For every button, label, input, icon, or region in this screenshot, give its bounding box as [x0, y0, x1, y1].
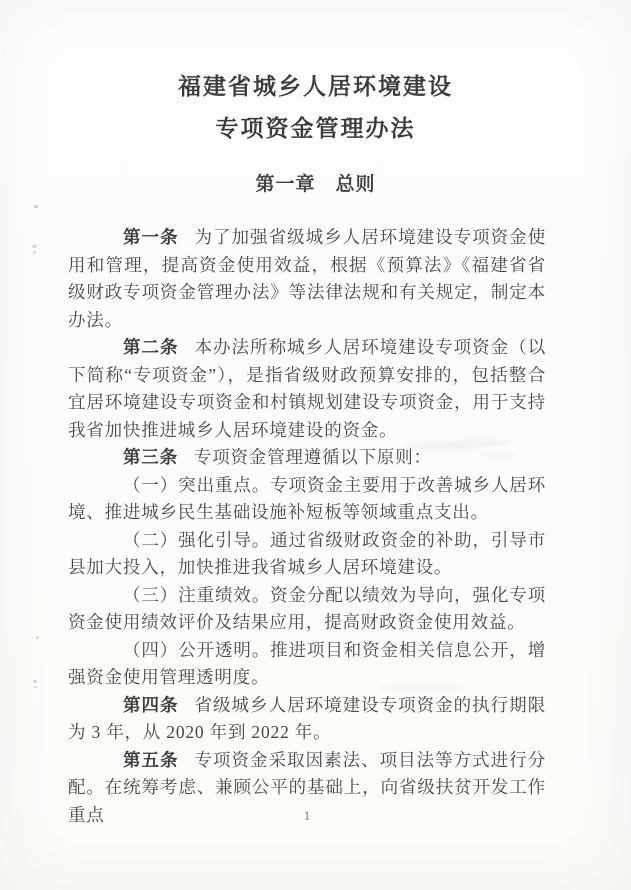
- scan-speck: [33, 680, 37, 683]
- scan-speck: [33, 251, 36, 254]
- scan-speck: [32, 245, 37, 248]
- page-number: 1: [303, 808, 311, 823]
- item-3-text: （三）注重绩效。资金分配以绩效为导向，强化专项资金使用绩效评价及结果应用，提高财政资金使用效益。: [68, 584, 546, 632]
- document-title-line-2: 专项资金管理办法: [215, 116, 416, 141]
- scan-speck: [36, 636, 39, 639]
- paragraph-article-4: [68, 692, 546, 747]
- chapter-heading: 第一章 总则: [255, 174, 376, 195]
- document-title-line-1: 福建省城乡人居环境建设: [178, 74, 453, 99]
- scan-speck: [34, 205, 38, 208]
- paragraph-item-1: [68, 472, 546, 527]
- document-title: [0, 0, 631, 150]
- article-2-text: 本办法所称城乡人居环境建设专项资金（以下简称“专项资金”），是指省级财政预算安排的，包括整合宜居环境建设专项资金和村镇规划建设专项资金，用于支持我省加快推进城乡人居环境建设的资金。: [68, 337, 546, 440]
- article-1-text: 为了加强省级城乡人居环境建设专项资金使用和管理，提高资金使用效益，根据《预算法》《福建省省级财政专项资金管理办法》等法律法规和有关规定，制定本办法。: [68, 227, 546, 330]
- paragraph-item-3: [68, 582, 546, 637]
- document-body: [68, 224, 546, 829]
- article-2-number: 第二条: [123, 337, 179, 357]
- article-4-text: 省级城乡人居环境建设专项资金的执行期限为 3 年，从 2020 年到 2022 年。: [68, 694, 546, 742]
- paragraph-article-2: [68, 334, 546, 444]
- item-1-text: （一）突出重点。专项资金主要用于改善城乡人居环境、推进城乡民生基础设施补短板等领域重点支出。: [68, 474, 546, 522]
- scan-smudge: [478, 452, 518, 458]
- article-1-number: 第一条: [123, 227, 179, 247]
- scan-smudge: [380, 684, 470, 692]
- item-2-text: （二）强化引导。通过省级财政资金的补助，引导市县加大投入，加快推进我省城乡人居环境建设。: [68, 529, 546, 577]
- paragraph-item-2: [68, 527, 546, 582]
- article-5-number: 第五条: [123, 749, 179, 770]
- scan-speck: [34, 686, 37, 688]
- item-4-text: （四）公开透明。推进项目和资金相关信息公开，增强资金使用管理透明度。: [68, 639, 546, 687]
- article-3-number: 第三条: [123, 447, 178, 467]
- paragraph-article-1: [68, 224, 546, 334]
- paragraph-item-4: [68, 637, 546, 692]
- article-5-text: 专项资金采取因素法、项目法等方式进行分配。在统筹考虑、兼顾公平的基础上，向省级扶贫开发工作重点: [68, 749, 546, 825]
- article-3-text: 专项资金管理遵循以下原则：: [193, 447, 432, 467]
- article-4-number: 第四条: [123, 694, 179, 715]
